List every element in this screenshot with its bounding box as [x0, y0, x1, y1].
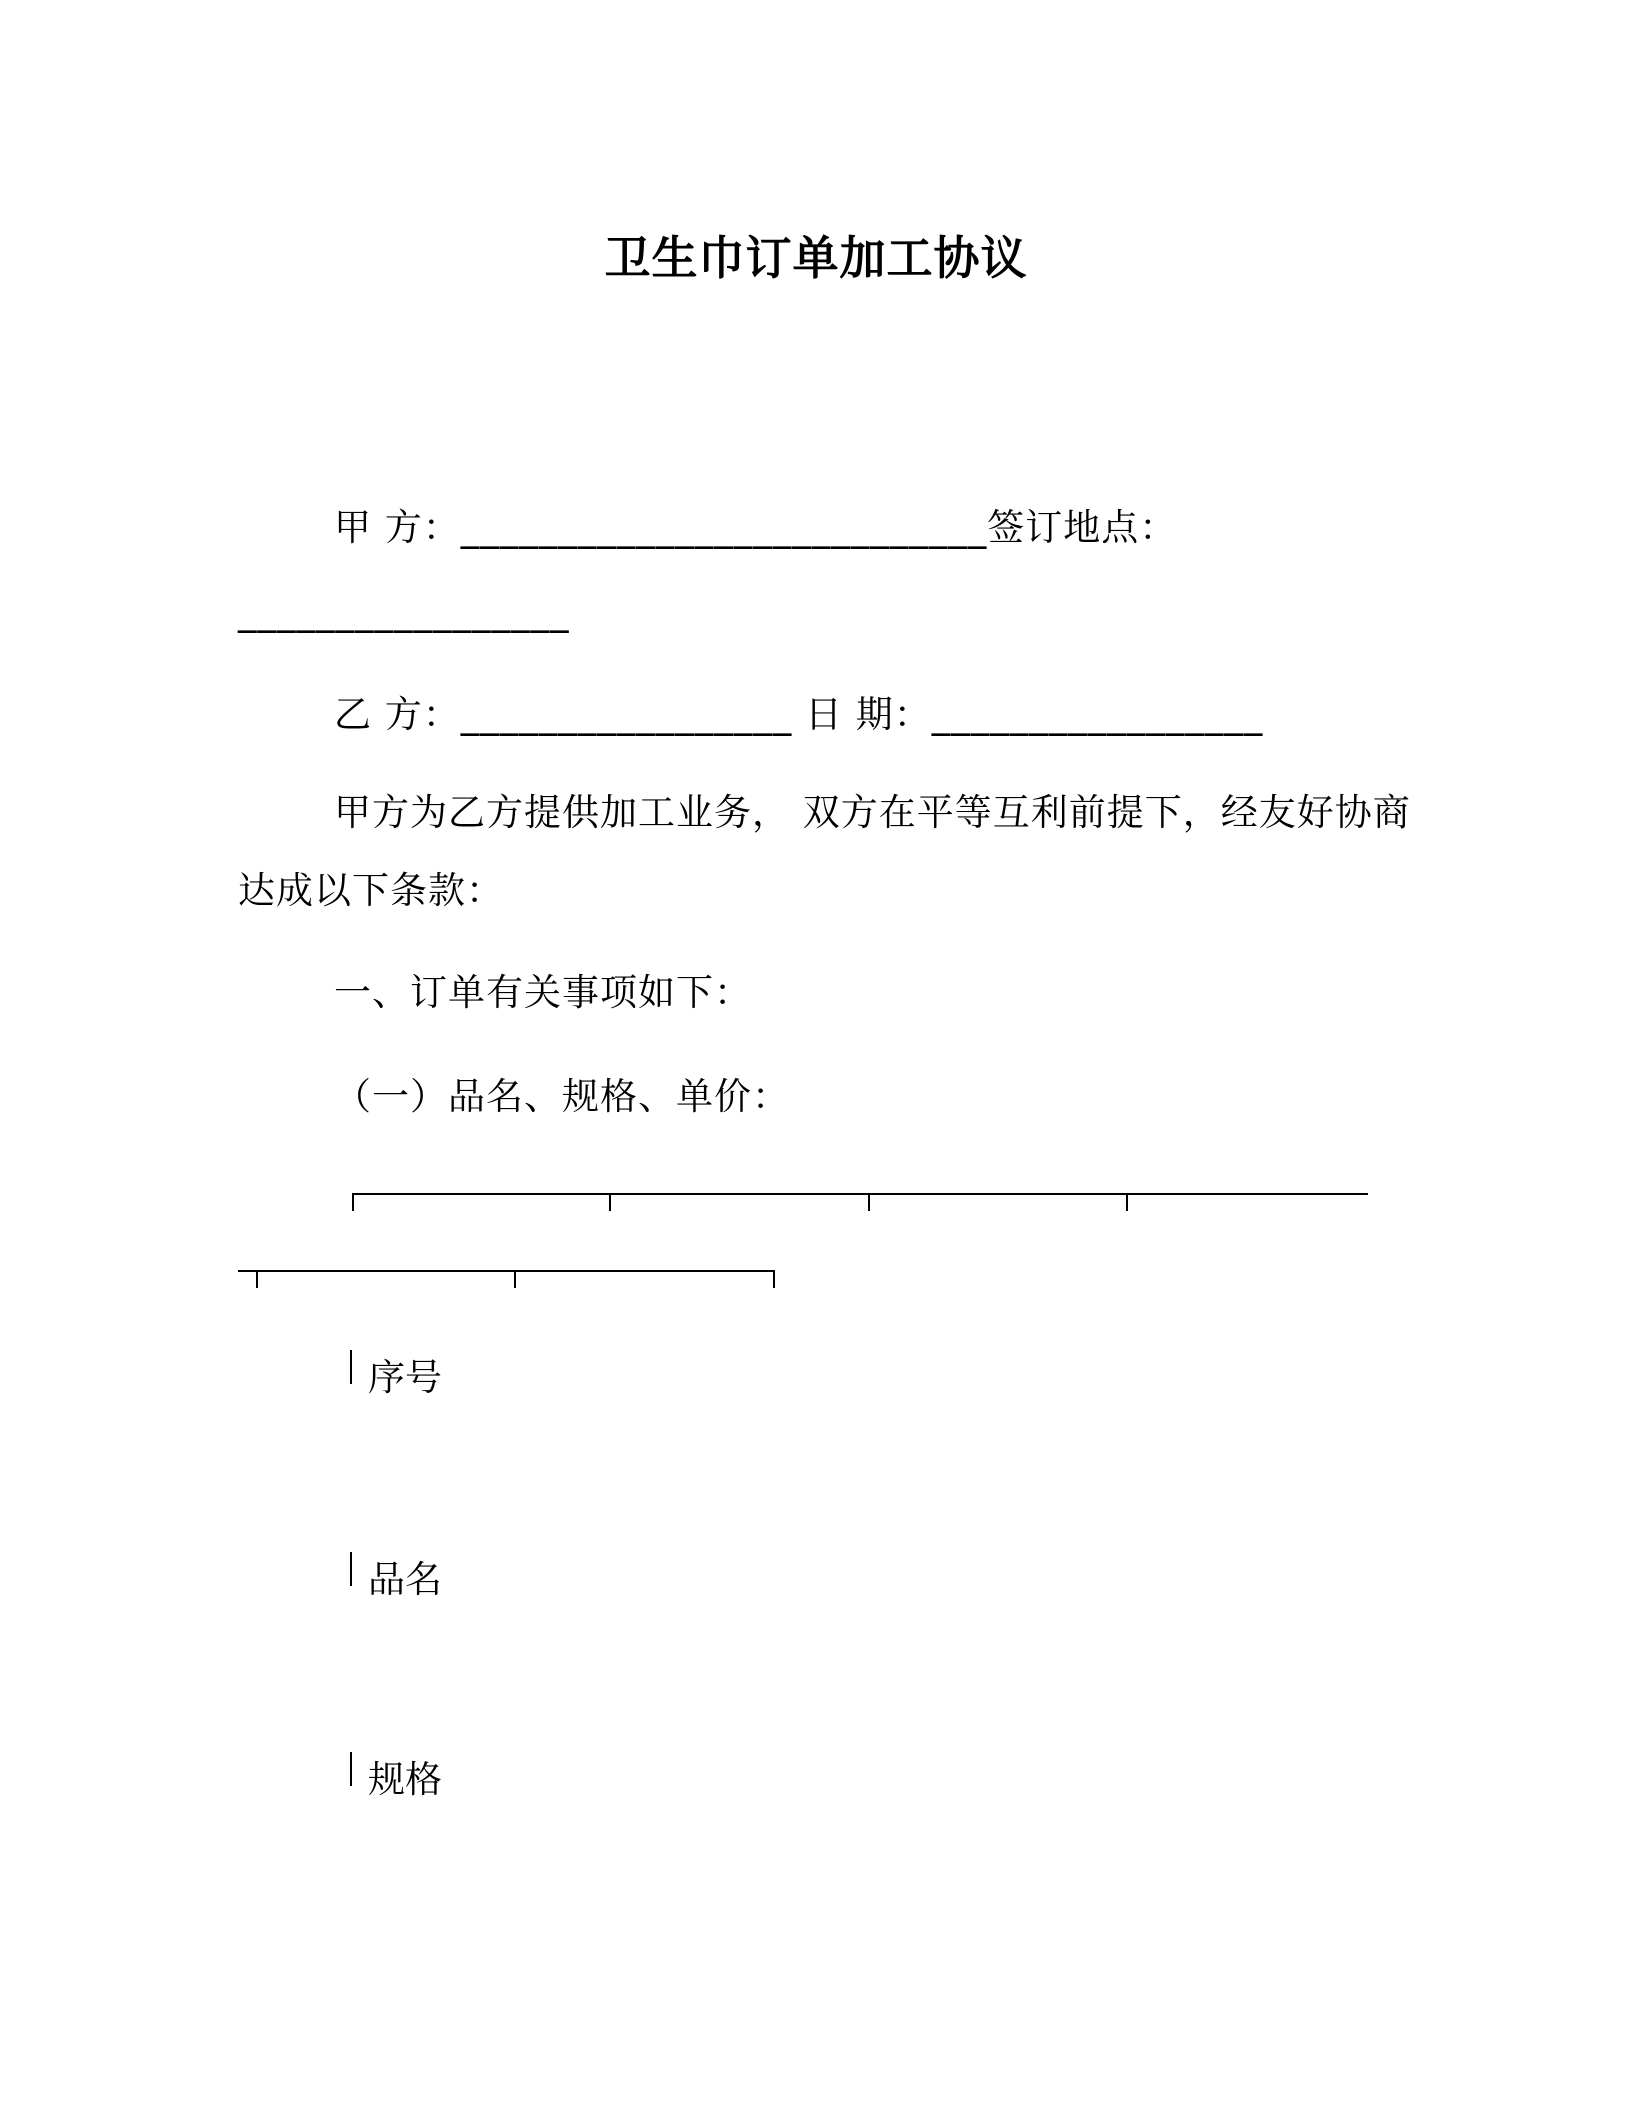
intro-paragraph-line-1: 甲方为乙方提供加工业务， 双方在平等互利前提下，经友好协商 — [334, 791, 1411, 834]
subsection-1-heading: （一）品名、规格、单价： — [334, 1075, 790, 1118]
intro-paragraph-line-2: 达成以下条款： — [238, 869, 504, 912]
table-row-border — [350, 1552, 352, 1586]
table-column-tick — [868, 1193, 870, 1211]
date-blank: _________________ — [931, 693, 1264, 736]
table-column-tick — [256, 1270, 258, 1288]
document-title: 卫生巾订单加工协议 — [604, 231, 1028, 285]
table-row-label-product-name: 品名 — [368, 1558, 442, 1601]
party-a-blank: ___________________________ — [460, 506, 988, 549]
table-column-tick — [514, 1270, 516, 1288]
table-row-label-number: 序号 — [368, 1356, 442, 1399]
table-column-tick — [773, 1270, 775, 1288]
table-row-border — [350, 1752, 352, 1786]
date-label: 日 期： — [805, 693, 932, 736]
party-b-label: 乙 方： — [334, 693, 461, 736]
section-1-heading: 一、订单有关事项如下： — [334, 971, 752, 1014]
table-row-label-specification: 规格 — [368, 1758, 442, 1801]
signing-place-label: 签订地点： — [987, 506, 1178, 549]
party-b-blank: _________________ — [460, 693, 793, 736]
party-a-line — [334, 497, 1177, 551]
table-top-border-continued — [238, 1270, 775, 1272]
party-b-line — [334, 684, 1263, 738]
table-top-border — [352, 1193, 1368, 1195]
signing-place-blank: _________________ — [238, 590, 570, 633]
table-column-tick — [609, 1193, 611, 1211]
table-column-tick — [352, 1193, 354, 1211]
table-column-tick — [1126, 1193, 1128, 1211]
party-a-label: 甲 方： — [334, 506, 461, 549]
table-row-border — [350, 1350, 352, 1384]
